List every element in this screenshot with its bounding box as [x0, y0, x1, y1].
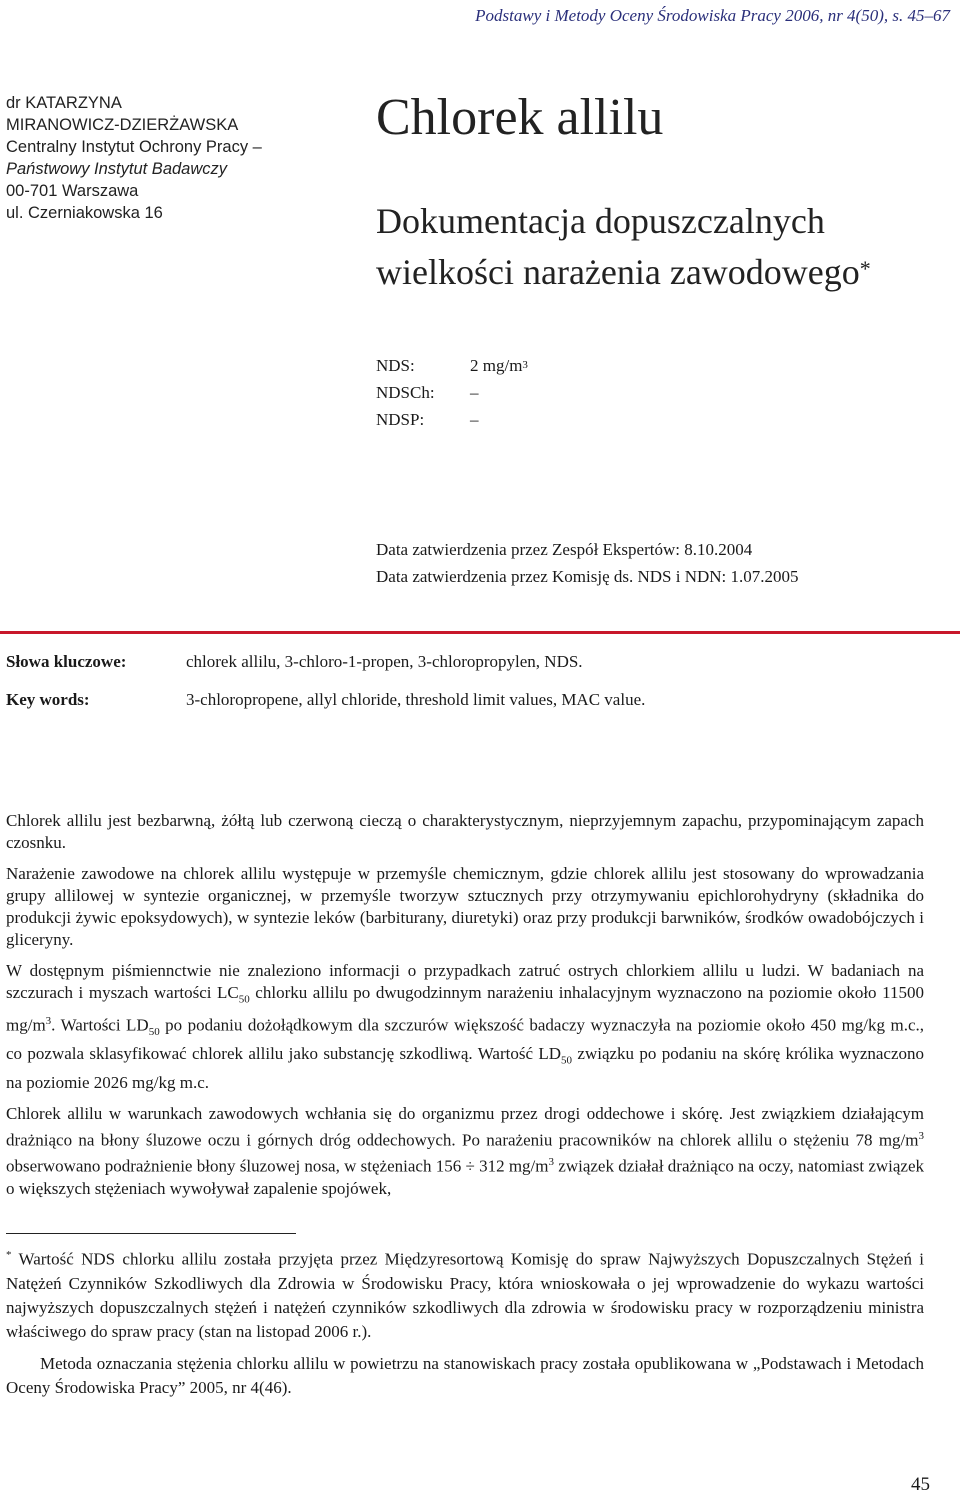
keywords-en: [6, 690, 645, 710]
approval-date-experts: Data zatwierdzenia przez Zespół Ekspertów: 8.10.2004: [376, 540, 753, 559]
keywords-pl-label: Słowa kluczowe:: [6, 652, 127, 671]
footnote-mark: *: [6, 1249, 12, 1261]
journal-header: Podstawy i Metody Oceny Środowiska Pracy 2006, nr 4(50), s. 45–67: [475, 6, 950, 25]
ndsp-label: NDSP:: [376, 410, 425, 429]
author-line: dr KATARZYNA: [6, 94, 122, 112]
subtitle-line-2: wielkości narażenia zawodowego: [376, 252, 860, 292]
footnote: [6, 1243, 924, 1408]
paragraph: W dostępnym piśmiennctwie nie znaleziono informacji o przypadkach zatruć ostrych chlorkiem allilu u ludzi. W badaniach na szczurach i myszach wartości $LC_{50}$ chlorku allilu po dwugodzinnym narażeniu inhalacyjnym wyznaczono na poziomie około 11500 $mg/m^3$. Wartości $LD_{50}$ po podaniu dożołądkowym dla szczurów większość badaczy wyznaczyła na poziomie około 450 mg/kg m.c., co pozwala sklasyfikować chlorek allilu jako substancję szkodliwą. Wartość $LD_{50}$ związku po podaniu na skórę królika wyznaczono na poziomie 2026 mg/kg m.c.: [6, 961, 924, 1092]
ndsp-value: –: [470, 410, 479, 429]
ndsch-value: –: [470, 383, 479, 402]
author-line: Państwowy Instytut Badawczy: [6, 160, 228, 178]
ndsp-row: [376, 406, 528, 433]
approval-dates: [376, 536, 799, 590]
red-divider: [0, 631, 960, 634]
document-title: Chlorek allilu: [376, 89, 664, 146]
keywords-pl-value: chlorek allilu, 3-chloro-1-propen, 3-chloropropylen, NDS.: [186, 652, 583, 671]
footnote-text: * Wartość NDS chlorku allilu została przyjęta przez Międzyresortową Komisję do spraw Najwyższych Dopuszczalnych Stężeń i Natężeń Czynników Szkodliwych dla Zdrowia w Środowisku Pracy, która wnioskowała o jej wprowadzenie do wykazu wartości najwyższych dopuszczalnych stężeń i natężeń czynników szkodliwych dla zdrowia w środowisku pracy w rozporządzeniu ministra właściwego do spraw pracy (stan na listopad 2006 r.).: [6, 1249, 924, 1341]
keywords-pl: [6, 652, 583, 672]
author-line: ul. Czerniakowska 16: [6, 204, 163, 222]
subtitle-line-1: Dokumentacja dopuszczalnych: [376, 201, 825, 241]
footnote-divider: [6, 1233, 296, 1234]
ndsch-row: [376, 379, 528, 406]
keywords-en-label: Key words:: [6, 690, 90, 709]
author-block: [6, 92, 336, 224]
abstract-body: [6, 810, 924, 1209]
nds-row: [376, 352, 528, 379]
method-note: Metoda oznaczania stężenia chlorku allilu w powietrzu na stanowiskach pracy została opublikowana w „Podstawach i Metodach Oceny Środowiska Pracy” 2005, nr 4(46).: [6, 1353, 924, 1397]
approval-date-commission: Data zatwierdzenia przez Komisję ds. NDS i NDN: 1.07.2005: [376, 567, 799, 586]
exposure-limits: [376, 352, 528, 433]
ndsch-label: NDSCh:: [376, 383, 435, 402]
document-subtitle: [376, 196, 871, 298]
author-line: 00-701 Warszawa: [6, 182, 139, 200]
paragraph: Chlorek allilu jest bezbarwną, żółtą lub czerwoną cieczą o charakterystycznym, nieprzyjemnym zapachu, przypominającym zapach czosnku.: [6, 811, 924, 852]
nds-value: 2 $mg/m^3$: [470, 356, 528, 375]
keywords-en-value: 3-chloropropene, allyl chloride, threshold limit values, MAC value.: [186, 690, 646, 709]
paragraph: Chlorek allilu w warunkach zawodowych wchłania się do organizmu przez drogi oddechowe i skórę. Jest związkiem działającym drażniąco na błony śluzowe oczu i górnych dróg oddechowych. Po narażeniu pracowników na chlorek allilu o stężeniu 78 $mg/m^3$ obserwowano podrażnienie błony śluzowej nosa, w stężeniach 156 ÷ 312 $mg/m^3$ związek działał drażniąco na oczy, natomiast związek o większych stężeniach wywoływał zapalenie spojówek,: [6, 1103, 924, 1199]
page-number: 45: [911, 1474, 930, 1495]
footnote-marker[interactable]: *: [859, 256, 871, 281]
nds-label: NDS:: [376, 356, 415, 375]
author-line: MIRANOWICZ-DZIERŻAWSKA: [6, 116, 239, 134]
paragraph: Narażenie zawodowe na chlorek allilu występuje w przemyśle chemicznym, gdzie chlorek allilu jest stosowany do wprowadzania grupy allilowej w syntezie organicznej, w przemyśle tworzyw sztucznych przy otrzymywaniu epichlorohydryny (składnika do produkcji żywic epoksydowych), w syntezie leków (barbiturany, diuretyki) oraz przy produkcji barwników, środków owadobójczych i gliceryny.: [6, 864, 924, 949]
author-line: Centralny Instytut Ochrony Pracy –: [6, 138, 262, 156]
